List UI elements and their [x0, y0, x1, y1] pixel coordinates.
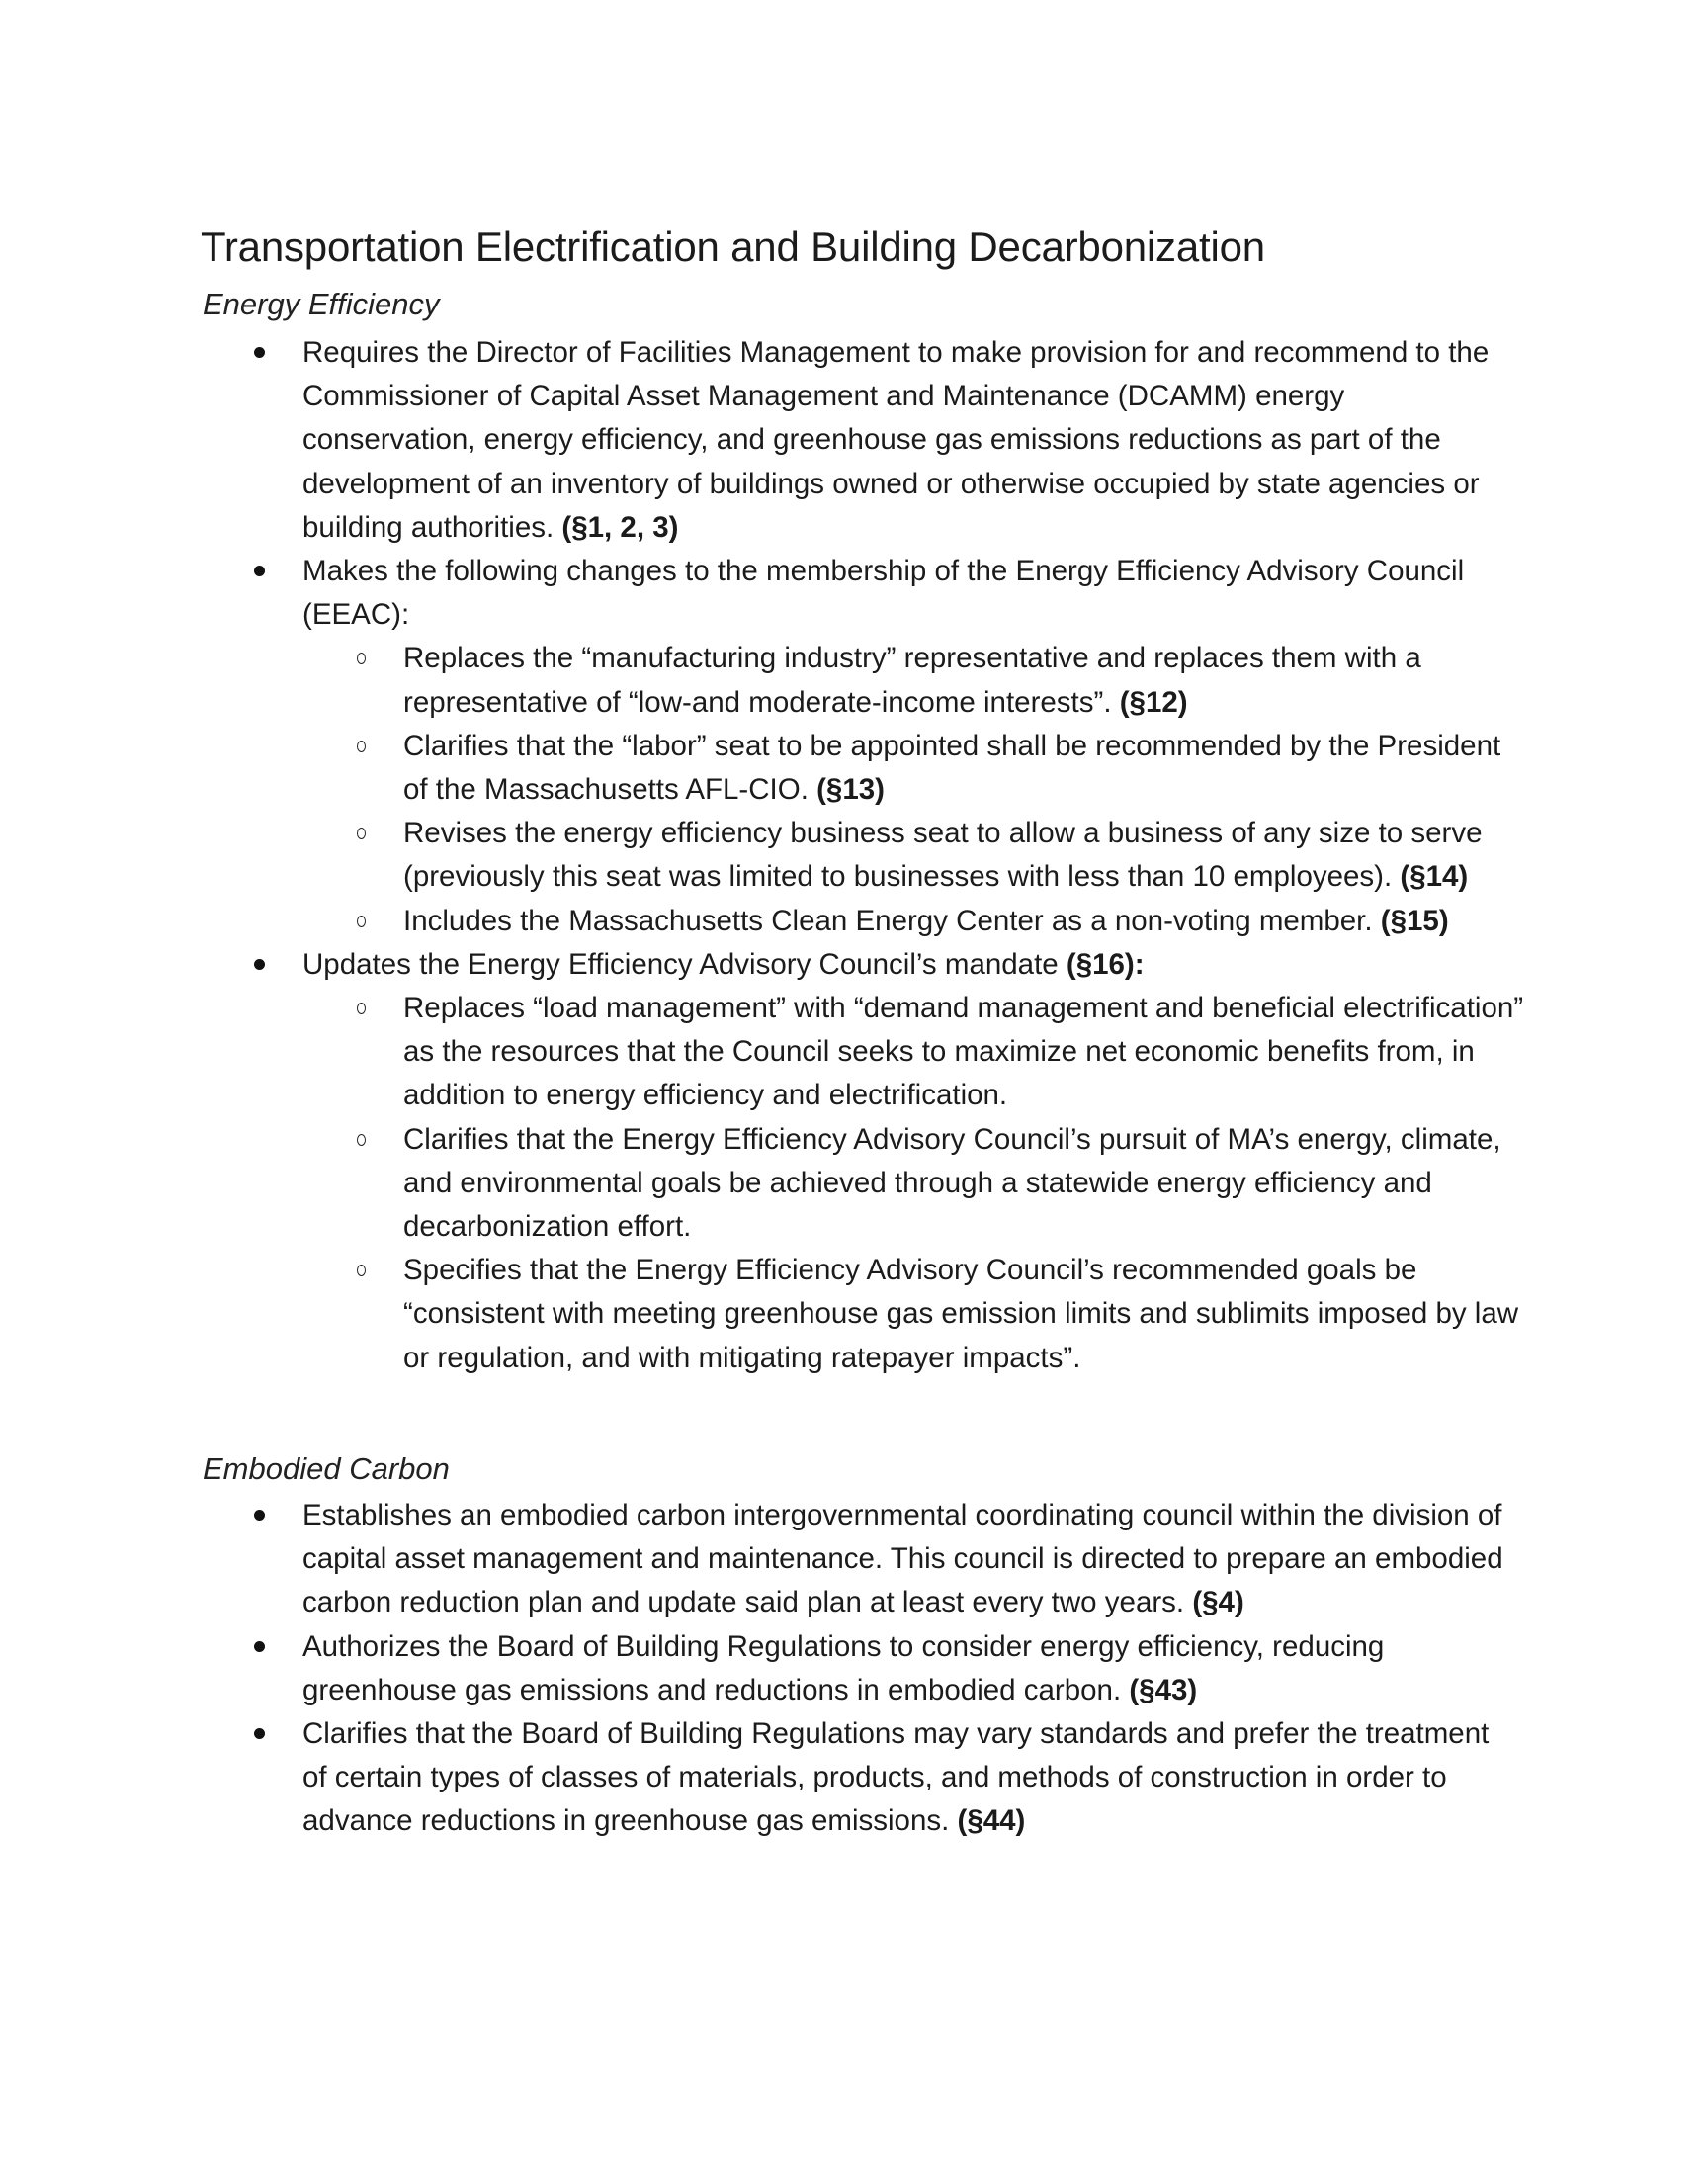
bullet-icon [254, 1728, 265, 1739]
sub-list-item [0, 637, 1708, 724]
section-reference: (§1, 2, 3) [561, 510, 679, 544]
list-item [0, 1625, 1708, 1712]
item-text: Specifies that the Energy Efficiency Advisory Council’s recommended goals be “consistent with meeting greenhouse gas emission limits and sublimits imposed by law or regulation, and with mitigating ratepayer impacts”. [403, 1254, 1519, 1374]
item-text: Authorizes the Board of Building Regulations to consider energy efficiency, reducing greenhouse gas emissions and reductions in embodied carbon. [302, 1629, 1385, 1706]
circle-bullet-icon [357, 1003, 366, 1014]
circle-bullet-icon [357, 916, 366, 927]
bullet-icon [254, 1510, 265, 1521]
sub-list-item [0, 725, 1708, 812]
sub-list-item [0, 812, 1708, 899]
item-text: Revises the energy efficiency business seat to allow a business of any size to serve (previously this seat was limited to businesses with less than 10 employees). [403, 817, 1483, 894]
list-item [0, 331, 1708, 550]
section-reference: (§44) [957, 1804, 1026, 1838]
item-text: Replaces “load management” with “demand management and beneficial electrification” as the resources that the Council seeks to maximize net economic benefits from, in addition to energy efficiency and electrification. [403, 992, 1524, 1112]
embodied-carbon-list [0, 1494, 1708, 1844]
item-text: Establishes an embodied carbon intergovernmental coordinating council within the division of capital asset management and maintenance. This council is directed to prepare an embodied carbon reduction plan and update said plan at least every two years. [302, 1499, 1503, 1619]
sub-list-item [0, 1118, 1708, 1250]
section-reference: (§43) [1129, 1673, 1198, 1706]
section-heading-embodied-carbon: Embodied Carbon [203, 1451, 450, 1486]
list-item [0, 1712, 1708, 1844]
sub-list-item [0, 900, 1708, 943]
energy-efficiency-list [0, 331, 1708, 1380]
page-title: Transportation Electrification and Building Decarbonization [201, 223, 1265, 270]
bullet-icon [254, 347, 265, 358]
section-reference: (§4) [1192, 1586, 1244, 1619]
sub-list-item [0, 987, 1708, 1118]
circle-bullet-icon [357, 653, 366, 664]
item-text: Clarifies that the Board of Building Regulations may vary standards and prefer the treatment of certain types of classes of materials, products, and methods of construction in order to advance reductions in greenhouse gas emissions. [302, 1717, 1490, 1838]
bullet-icon [254, 1641, 265, 1652]
item-text: Replaces the “manufacturing industry” representative and replaces them with a representative of “low-and moderate-income interests”. [403, 642, 1421, 719]
section-heading-energy-efficiency: Energy Efficiency [203, 287, 440, 321]
sub-list-item [0, 1249, 1708, 1380]
bullet-icon [254, 959, 265, 970]
list-item [0, 1494, 1708, 1625]
item-text: Clarifies that the “labor” seat to be appointed shall be recommended by the President of the Massachusetts AFL-CIO. [403, 729, 1501, 807]
circle-bullet-icon [357, 828, 366, 839]
list-item [0, 550, 1708, 637]
section-reference: (§16): [1066, 947, 1145, 981]
item-text: Clarifies that the Energy Efficiency Advisory Council’s pursuit of MA’s energy, climate, and environmental goals be achieved through a statewide energy efficiency and decarbonization effort. [403, 1122, 1501, 1244]
section-reference: (§12) [1119, 685, 1188, 719]
circle-bullet-icon [357, 1265, 366, 1276]
list-item [0, 943, 1708, 987]
item-text: Includes the Massachusetts Clean Energy Center as a non-voting member. [403, 904, 1381, 937]
item-text: Makes the following changes to the membership of the Energy Efficiency Advisory Council (EEAC): [302, 555, 1465, 632]
bullet-icon [254, 566, 265, 576]
section-reference: (§13) [816, 773, 885, 807]
section-reference: (§15) [1380, 904, 1449, 937]
item-text: Updates the Energy Efficiency Advisory Council’s mandate [302, 947, 1067, 981]
circle-bullet-icon [357, 1134, 366, 1146]
section-reference: (§14) [1400, 860, 1469, 894]
item-text: Requires the Director of Facilities Management to make provision for and recommend to the Commissioner of Capital Asset Management and Maintenance (DCAMM) energy conservation, energy efficiency, and greenhouse gas emissions reductions as part of the development of an inventory of buildings owned or otherwise occupied by state agencies or building authorities. [302, 336, 1490, 544]
circle-bullet-icon [357, 741, 366, 752]
